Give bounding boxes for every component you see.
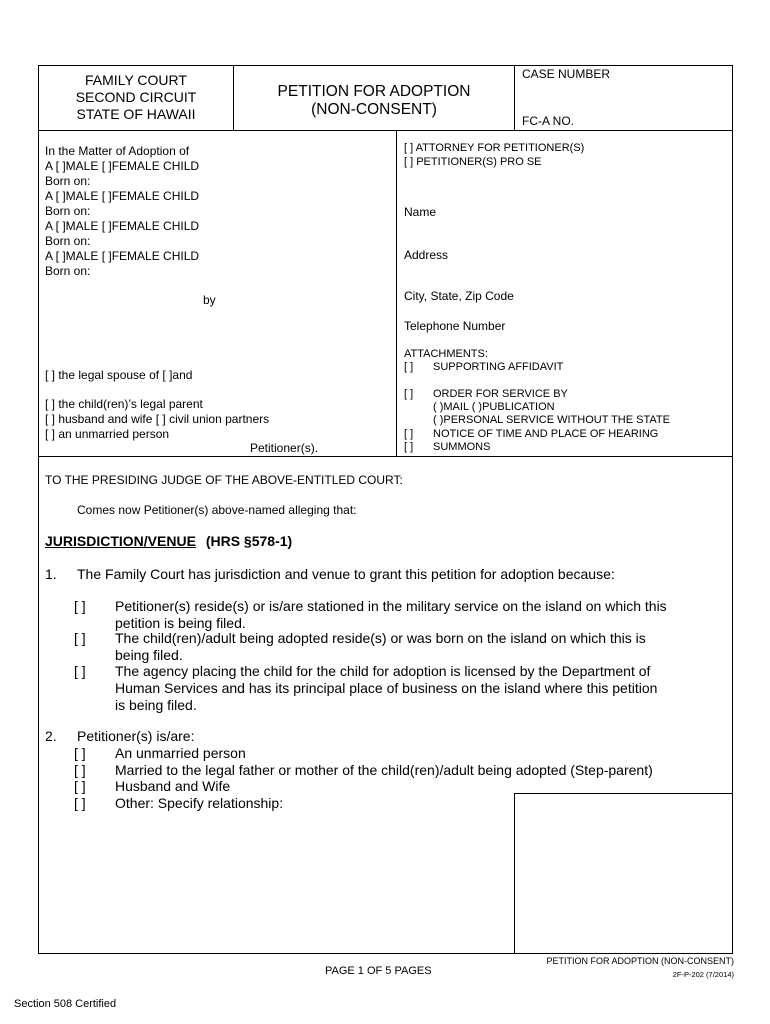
- option-line: is being filed.: [115, 697, 197, 713]
- relationship-option[interactable]: [ ] the child(ren)’s legal parent: [45, 397, 203, 411]
- matter-line: Born on:: [45, 204, 91, 218]
- matter-line[interactable]: A [ ]MALE [ ]FEMALE CHILD: [45, 249, 200, 263]
- form-title-line: PETITION FOR ADOPTION: [277, 83, 471, 100]
- header-bottom-line: [38, 130, 733, 131]
- section-heading-title: JURISDICTION/VENUE: [45, 533, 196, 549]
- item-number: 2.: [45, 728, 57, 744]
- matter-line: Born on:: [45, 264, 91, 278]
- matter-line[interactable]: A [ ]MALE [ ]FEMALE CHILD: [45, 219, 200, 233]
- relationship-option[interactable]: [ ] an unmarried person: [45, 427, 170, 441]
- relationship-option[interactable]: [ ] husband and wife [ ] civil union partners: [45, 412, 270, 426]
- caption-bottom-line: [38, 456, 733, 457]
- option-line: petition is being filed.: [115, 615, 246, 631]
- option-checkbox[interactable]: [ ]: [74, 598, 86, 614]
- relationship-box-top: [514, 793, 733, 794]
- matter-of-adoption-block: [45, 144, 199, 279]
- frame-right-border: [732, 65, 733, 954]
- option-checkbox[interactable]: [ ]: [74, 778, 86, 794]
- option-checkbox[interactable]: [ ]: [74, 630, 86, 646]
- petitioners-label: Petitioner(s).: [250, 441, 319, 455]
- court-name-block: [39, 72, 233, 123]
- page-number: PAGE 1 OF 5 PAGES: [325, 965, 432, 977]
- option-text: Other: Specify relationship:: [115, 795, 284, 811]
- footer-form-code: 2F-P-202 (7/2014): [672, 970, 734, 979]
- intro-text: Comes now Petitioner(s) above-named alleging that:: [77, 503, 357, 517]
- by-label: by: [203, 293, 216, 307]
- section-508-note: Section 508 Certified: [14, 998, 117, 1010]
- salutation: TO THE PRESIDING JUDGE OF THE ABOVE-ENTITLED COURT:: [45, 473, 403, 487]
- matter-line[interactable]: A [ ]MALE [ ]FEMALE CHILD: [45, 189, 200, 203]
- option-checkbox[interactable]: [ ]: [74, 762, 86, 778]
- matter-line[interactable]: A [ ]MALE [ ]FEMALE CHILD: [45, 159, 200, 173]
- frame-left-border: [38, 65, 39, 954]
- attorney-option[interactable]: [ ] PETITIONER(S) PRO SE: [404, 155, 542, 168]
- attachment-text: NOTICE OF TIME AND PLACE OF HEARING: [433, 428, 659, 440]
- fc-number-label: FC-A NO.: [522, 114, 575, 128]
- option-text: An unmarried person: [115, 745, 246, 761]
- option-checkbox[interactable]: [ ]: [74, 663, 86, 679]
- option-text: Married to the legal father or mother of the child(ren)/adult being adopted (Step-parent): [115, 762, 653, 778]
- attorney-options: [404, 142, 584, 169]
- address-field-label: Address: [404, 248, 449, 262]
- attachment-text[interactable]: ( )PERSONAL SERVICE WITHOUT THE STATE: [433, 414, 670, 426]
- option-line: Human Services and has its principal place of business on the island where this petition: [115, 680, 658, 696]
- attachment-text: ORDER FOR SERVICE BY: [433, 388, 568, 400]
- footer-form-title: PETITION FOR ADOPTION (NON-CONSENT): [546, 956, 734, 966]
- option-text: [115, 598, 667, 632]
- telephone-label: Telephone Number: [404, 319, 506, 333]
- option-text: Husband and Wife: [115, 778, 231, 794]
- court-line: FAMILY COURT: [85, 72, 187, 88]
- matter-line: In the Matter of Adoption of: [45, 144, 190, 158]
- option-line: The child(ren)/adult being adopted reside(s) or was born on the island on which this is: [115, 630, 646, 646]
- attachments-label: ATTACHMENTS:: [404, 348, 488, 360]
- caption-divider: [396, 130, 397, 457]
- attachment-text: SUMMONS: [433, 441, 491, 453]
- court-line: STATE OF HAWAII: [76, 106, 196, 122]
- item-number: 1.: [45, 566, 57, 582]
- matter-line: Born on:: [45, 234, 91, 248]
- option-line: Petitioner(s) reside(s) or is/are stationed in the military service on the island on which this: [115, 598, 667, 614]
- attachment-box[interactable]: [ ]: [404, 361, 414, 373]
- option-line: being filed.: [115, 647, 183, 663]
- frame-bottom-border: [38, 953, 733, 954]
- option-checkbox[interactable]: [ ]: [74, 745, 86, 761]
- option-line: The agency placing the child for the child for adoption is licensed by the Department of: [115, 663, 651, 679]
- city-state-zip-label: City, State, Zip Code: [404, 289, 514, 303]
- attachment-text[interactable]: ( )MAIL ( )PUBLICATION: [433, 401, 555, 413]
- option-text: [115, 663, 657, 714]
- form-title: [234, 83, 514, 119]
- attachment-box[interactable]: [ ]: [404, 441, 414, 453]
- section-heading: [45, 533, 292, 550]
- form-title-line: (NON-CONSENT): [311, 101, 437, 118]
- frame-top-border: [38, 65, 733, 66]
- option-text: [115, 630, 646, 664]
- attachment-text: SUPPORTING AFFIDAVIT: [433, 361, 564, 373]
- item-text: Petitioner(s) is/are:: [77, 728, 195, 744]
- case-number-label: CASE NUMBER: [522, 67, 611, 81]
- relationship-options: [45, 397, 269, 442]
- name-field-label: Name: [404, 205, 437, 219]
- attorney-option[interactable]: [ ] ATTORNEY FOR PETITIONER(S): [404, 142, 585, 154]
- attachment-box[interactable]: [ ]: [404, 428, 414, 440]
- attachment-box[interactable]: [ ]: [404, 388, 414, 400]
- section-heading-ref: (HRS §578-1): [205, 533, 293, 549]
- legal-spouse-option[interactable]: [ ] the legal spouse of [ ]and: [45, 368, 193, 382]
- header-divider-2: [514, 65, 515, 131]
- item-text: The Family Court has jurisdiction and venue to grant this petition for adoption because:: [77, 566, 615, 582]
- matter-line: Born on:: [45, 174, 91, 188]
- relationship-box-left: [514, 793, 515, 954]
- court-line: SECOND CIRCUIT: [75, 89, 197, 105]
- option-checkbox[interactable]: [ ]: [74, 795, 86, 811]
